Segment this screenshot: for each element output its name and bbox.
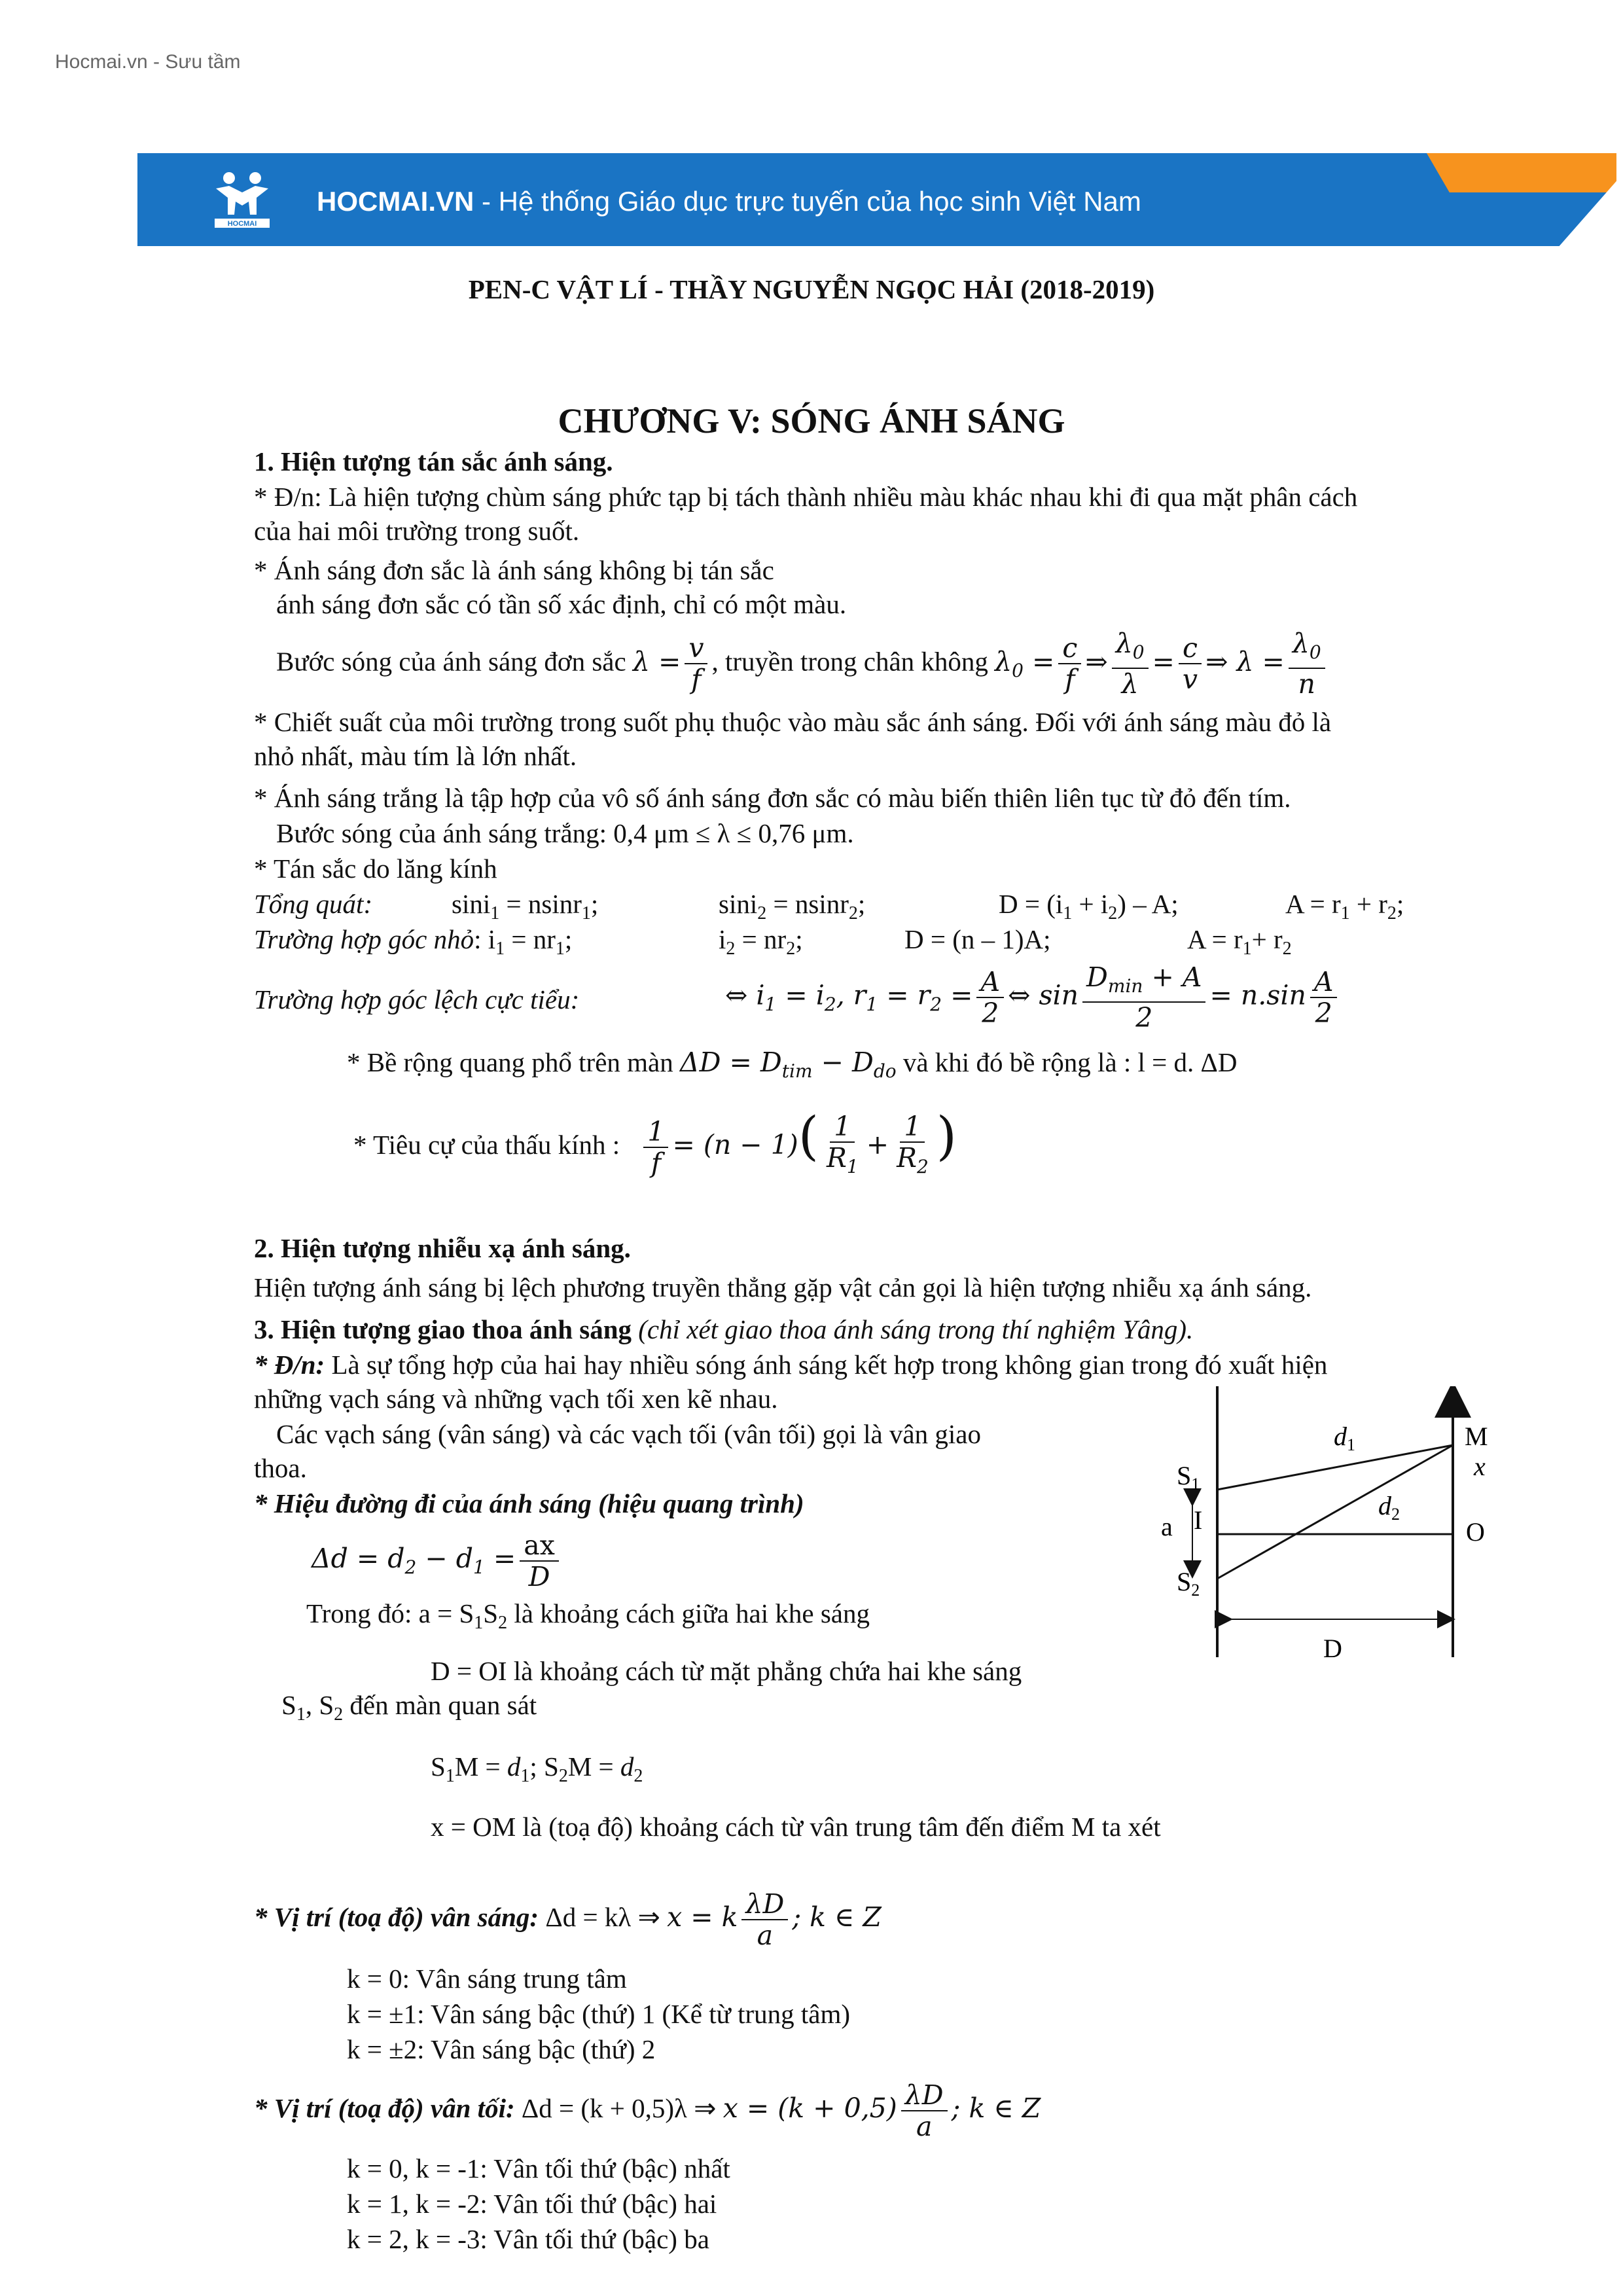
section-3-heading: 3. Hiện tượng giao thoa ánh sáng [254, 1314, 632, 1344]
distance-line: D = OI là khoảng cách từ mặt phẳng chứa hai khe sáng [431, 1656, 1022, 1686]
general-eq4: $A = r_1 + r_2$; [1285, 889, 1404, 924]
general-eq1: sini$_1$ = nsinr$_1$; [452, 889, 599, 924]
bright-k-2: k = ±2: Vân sáng bậc (thứ) 2 [347, 2034, 656, 2064]
small-eq2: $i_2 = nr_2$; [719, 924, 803, 960]
small-eq4: $A = r_1+ r_2$ [1187, 924, 1292, 960]
small-eq3: D = (n – 1)A; [904, 924, 1051, 954]
dark-k-1: k = 1, k = -2: Vân tối thứ (bậc) hai [347, 2189, 717, 2219]
label-a: a [1161, 1512, 1173, 1541]
young-experiment-diagram [1158, 1386, 1499, 1727]
where-text: là khoảng cách giữa hai khe sáng [514, 1598, 870, 1628]
ray-d1 [1217, 1445, 1453, 1490]
section-1-heading: 1. Hiện tượng tán sắc ánh sáng. [254, 446, 613, 476]
distance-line2-text: đến màn quan sát [349, 1690, 537, 1720]
s3-def-label: * Đ/n: [254, 1350, 325, 1380]
path-difference-heading: * Hiệu đường đi của ánh sáng (hiệu quang trình) [254, 1488, 804, 1518]
bright-fringe-line: * Vị trí (toạ độ) vân sáng: Δd = kλ ⇒ x = k $\frac{\lambda D}{a}$ ; k ∈ Z [254, 1888, 882, 1951]
spectrum-width-line: * Bề rộng quang phổ trên màn $\Delta D = D_{tim} - D_{do}$ và khi đó bề rộng là : l = d. ΔD [347, 1047, 1238, 1083]
small-angle-row: Trường hợp góc nhỏ: $i_1 = nr_1$; [254, 924, 573, 960]
s3-definition-line1 [254, 1347, 1327, 1382]
brand-line [317, 186, 1141, 217]
lens-text: * Tiêu cự của thấu kính : [353, 1130, 620, 1160]
brand-name: HOCMAI.VN [317, 186, 474, 217]
label-d: D [1323, 1634, 1342, 1663]
logo-caption: HOCMAI [227, 220, 257, 228]
distances-to-m: $S_1M = d_1$; $S_2M = d_2$ [431, 1751, 643, 1787]
wavelength-text-a: Bước sóng của ánh sáng đơn sắc [276, 646, 626, 677]
s3-fringe-line2: thoa. [254, 1453, 307, 1483]
section-3-heading-line [254, 1312, 1193, 1347]
bright-k-1: k = ±1: Vân sáng bậc (thứ) 1 (Kể từ trung tâm) [347, 1999, 851, 2029]
s1-wavelength-line [276, 628, 1329, 704]
s1-definition-line2: của hai môi trường trong suốt. [254, 516, 580, 546]
s3-def-text: Là sự tổng hợp của hai hay nhiều sóng ánh sáng kết hợp trong không gian trong đó xuất hiện [325, 1350, 1328, 1380]
s1-white-line2: Bước sóng của ánh sáng trắng: 0,4 μm ≤ λ ≤ 0,76 μm. [276, 818, 854, 848]
general-eq2: sini$_2$ = nsinr$_2$; [719, 889, 866, 924]
ray-d2 [1217, 1445, 1453, 1579]
s1-mono-line2: ánh sáng đơn sắc có tần số xác định, chỉ có một màu. [276, 589, 847, 619]
min-deviation-formula: ⇔ $i_1 = i_2$, $r_1 = r_2$ = $\frac{A}{2}$ ⇔ sin $\frac{D_{min} + A}{2}$ = n.sin $\frac{A}{2}$ [725, 962, 1341, 1037]
label-i: I [1194, 1505, 1203, 1535]
section-2-heading: 2. Hiện tượng nhiễu xạ ánh sáng. [254, 1233, 631, 1263]
wavelength-text-b: , truyền trong chân không [711, 646, 988, 677]
dark-fringe-line: * Vị trí (toạ độ) vân tối: Δd = (k + 0,5)λ ⇒ x = (k + 0,5) $\frac{\lambda D}{a}$ ; k ∈ Z [254, 2079, 1041, 2142]
label-d1: $d_1$ [1334, 1422, 1355, 1454]
chapter-title: CHƯƠNG V: SÓNG ÁNH SÁNG [558, 401, 1065, 440]
label-o: O [1466, 1517, 1485, 1547]
dark-k-0: k = 0, k = -1: Vân tối thứ (bậc) nhất [347, 2153, 730, 2183]
dark-k-2: k = 2, k = -3: Vân tối thứ (bậc) ba [347, 2224, 709, 2254]
distance-line2: $S_1$, $S_2$ đến màn quan sát [281, 1690, 537, 1725]
label-m: M [1465, 1422, 1488, 1451]
s1-white-line1: * Ánh sáng trắng là tập hợp của vô số ánh sáng đơn sắc có màu biến thiên liên tục từ đỏ đến tím. [254, 783, 1291, 813]
label-d2: $d_2$ [1378, 1491, 1400, 1524]
section-3-note: (chỉ xét giao thoa ánh sáng trong thí nghiệm Yâng). [638, 1314, 1194, 1344]
vacuum-wavelength-formula: $\lambda_0$ = $\frac{c}{f}$ ⇒ $\frac{\lambda_0}{\lambda}$ = $\frac{c}{v}$ ⇒ λ = $\frac{\lambda_0}{n}$ [995, 646, 1329, 677]
s1-mono-line1: * Ánh sáng đơn sắc là ánh sáng không bị tán sắc [254, 555, 774, 585]
spectrum-width-text2: và khi đó bề rộng là : l = d. ΔD [902, 1047, 1238, 1077]
label-s2: $S_2$ [1177, 1567, 1200, 1600]
path-difference-formula: $\Delta d = d_2 - d_1$ = $\frac{ax}{D}$ [312, 1522, 563, 1604]
banner-accent [1427, 153, 1616, 192]
s1-definition-line1: * Đ/n: Là hiện tượng chùm sáng phức tạp bị tách thành nhiều màu khác nhau khi đi qua mặt phân cách [254, 482, 1358, 512]
wavelength-formula: λ = $\frac{v}{f}$ [633, 646, 712, 677]
small-angle-label: Trường hợp góc nhỏ [254, 924, 474, 954]
where-line: Trong đó: $a = S_1S_2$ là khoảng cách giữa hai khe sáng [306, 1598, 870, 1634]
s2-body: Hiện tượng ánh sáng bị lệch phương truyền thẳng gặp vật cản gọi là hiện tượng nhiễu xạ ánh sáng. [254, 1272, 1312, 1302]
s1-refraction-line1: * Chiết suất của môi trường trong suốt phụ thuộc vào màu sắc ánh sáng. Đối với ánh sáng màu đỏ là [254, 707, 1332, 737]
spectrum-width-text: * Bề rộng quang phổ trên màn [347, 1047, 673, 1077]
x-definition-line: x = OM là (toạ độ) khoảng cách từ vân trung tâm đến điểm M ta xét [431, 1812, 1161, 1842]
bright-fringe-heading: * Vị trí (toạ độ) vân sáng: [254, 1902, 539, 1932]
dark-fringe-heading: * Vị trí (toạ độ) vân tối: [254, 2093, 515, 2123]
general-eq3: $D = (i_1 + i_2) - A$; [999, 889, 1179, 924]
hocmai-logo-icon [209, 169, 275, 229]
document-title: PEN-C VẬT LÍ - THẦY NGUYỄN NGỌC HẢI (2018-2019) [468, 274, 1155, 304]
brand-tagline: - Hệ thống Giáo dục trực tuyến của học sinh Việt Nam [474, 186, 1141, 217]
s3-fringe-line1: Các vạch sáng (vân sáng) và các vạch tối (vân tối) gọi là vân giao [276, 1419, 981, 1449]
source-note: Hocmai.vn - Sưu tầm [55, 51, 241, 73]
label-x: x [1474, 1452, 1486, 1481]
label-s1: $S_1$ [1177, 1461, 1200, 1494]
min-deviation-label: Trường hợp góc lệch cực tiểu: [254, 984, 580, 1014]
bright-k-0: k = 0: Vân sáng trung tâm [347, 1964, 627, 1994]
s1-refraction-line2: nhỏ nhất, màu tím là lớn nhất. [254, 741, 577, 771]
lens-line: * Tiêu cự của thấu kính : $\frac{1}{f}$ = (n − 1)( $\frac{1}{R_1}$ + $\frac{1}{R_2}$ ) [353, 1105, 957, 1179]
general-case-label: Tổng quát: [254, 889, 373, 919]
where-prefix: Trong đó: a = S [306, 1598, 474, 1628]
s3-definition-line2: những vạch sáng và những vạch tối xen kẽ nhau. [254, 1384, 778, 1414]
s1-prism-line: * Tán sắc do lăng kính [254, 853, 497, 884]
